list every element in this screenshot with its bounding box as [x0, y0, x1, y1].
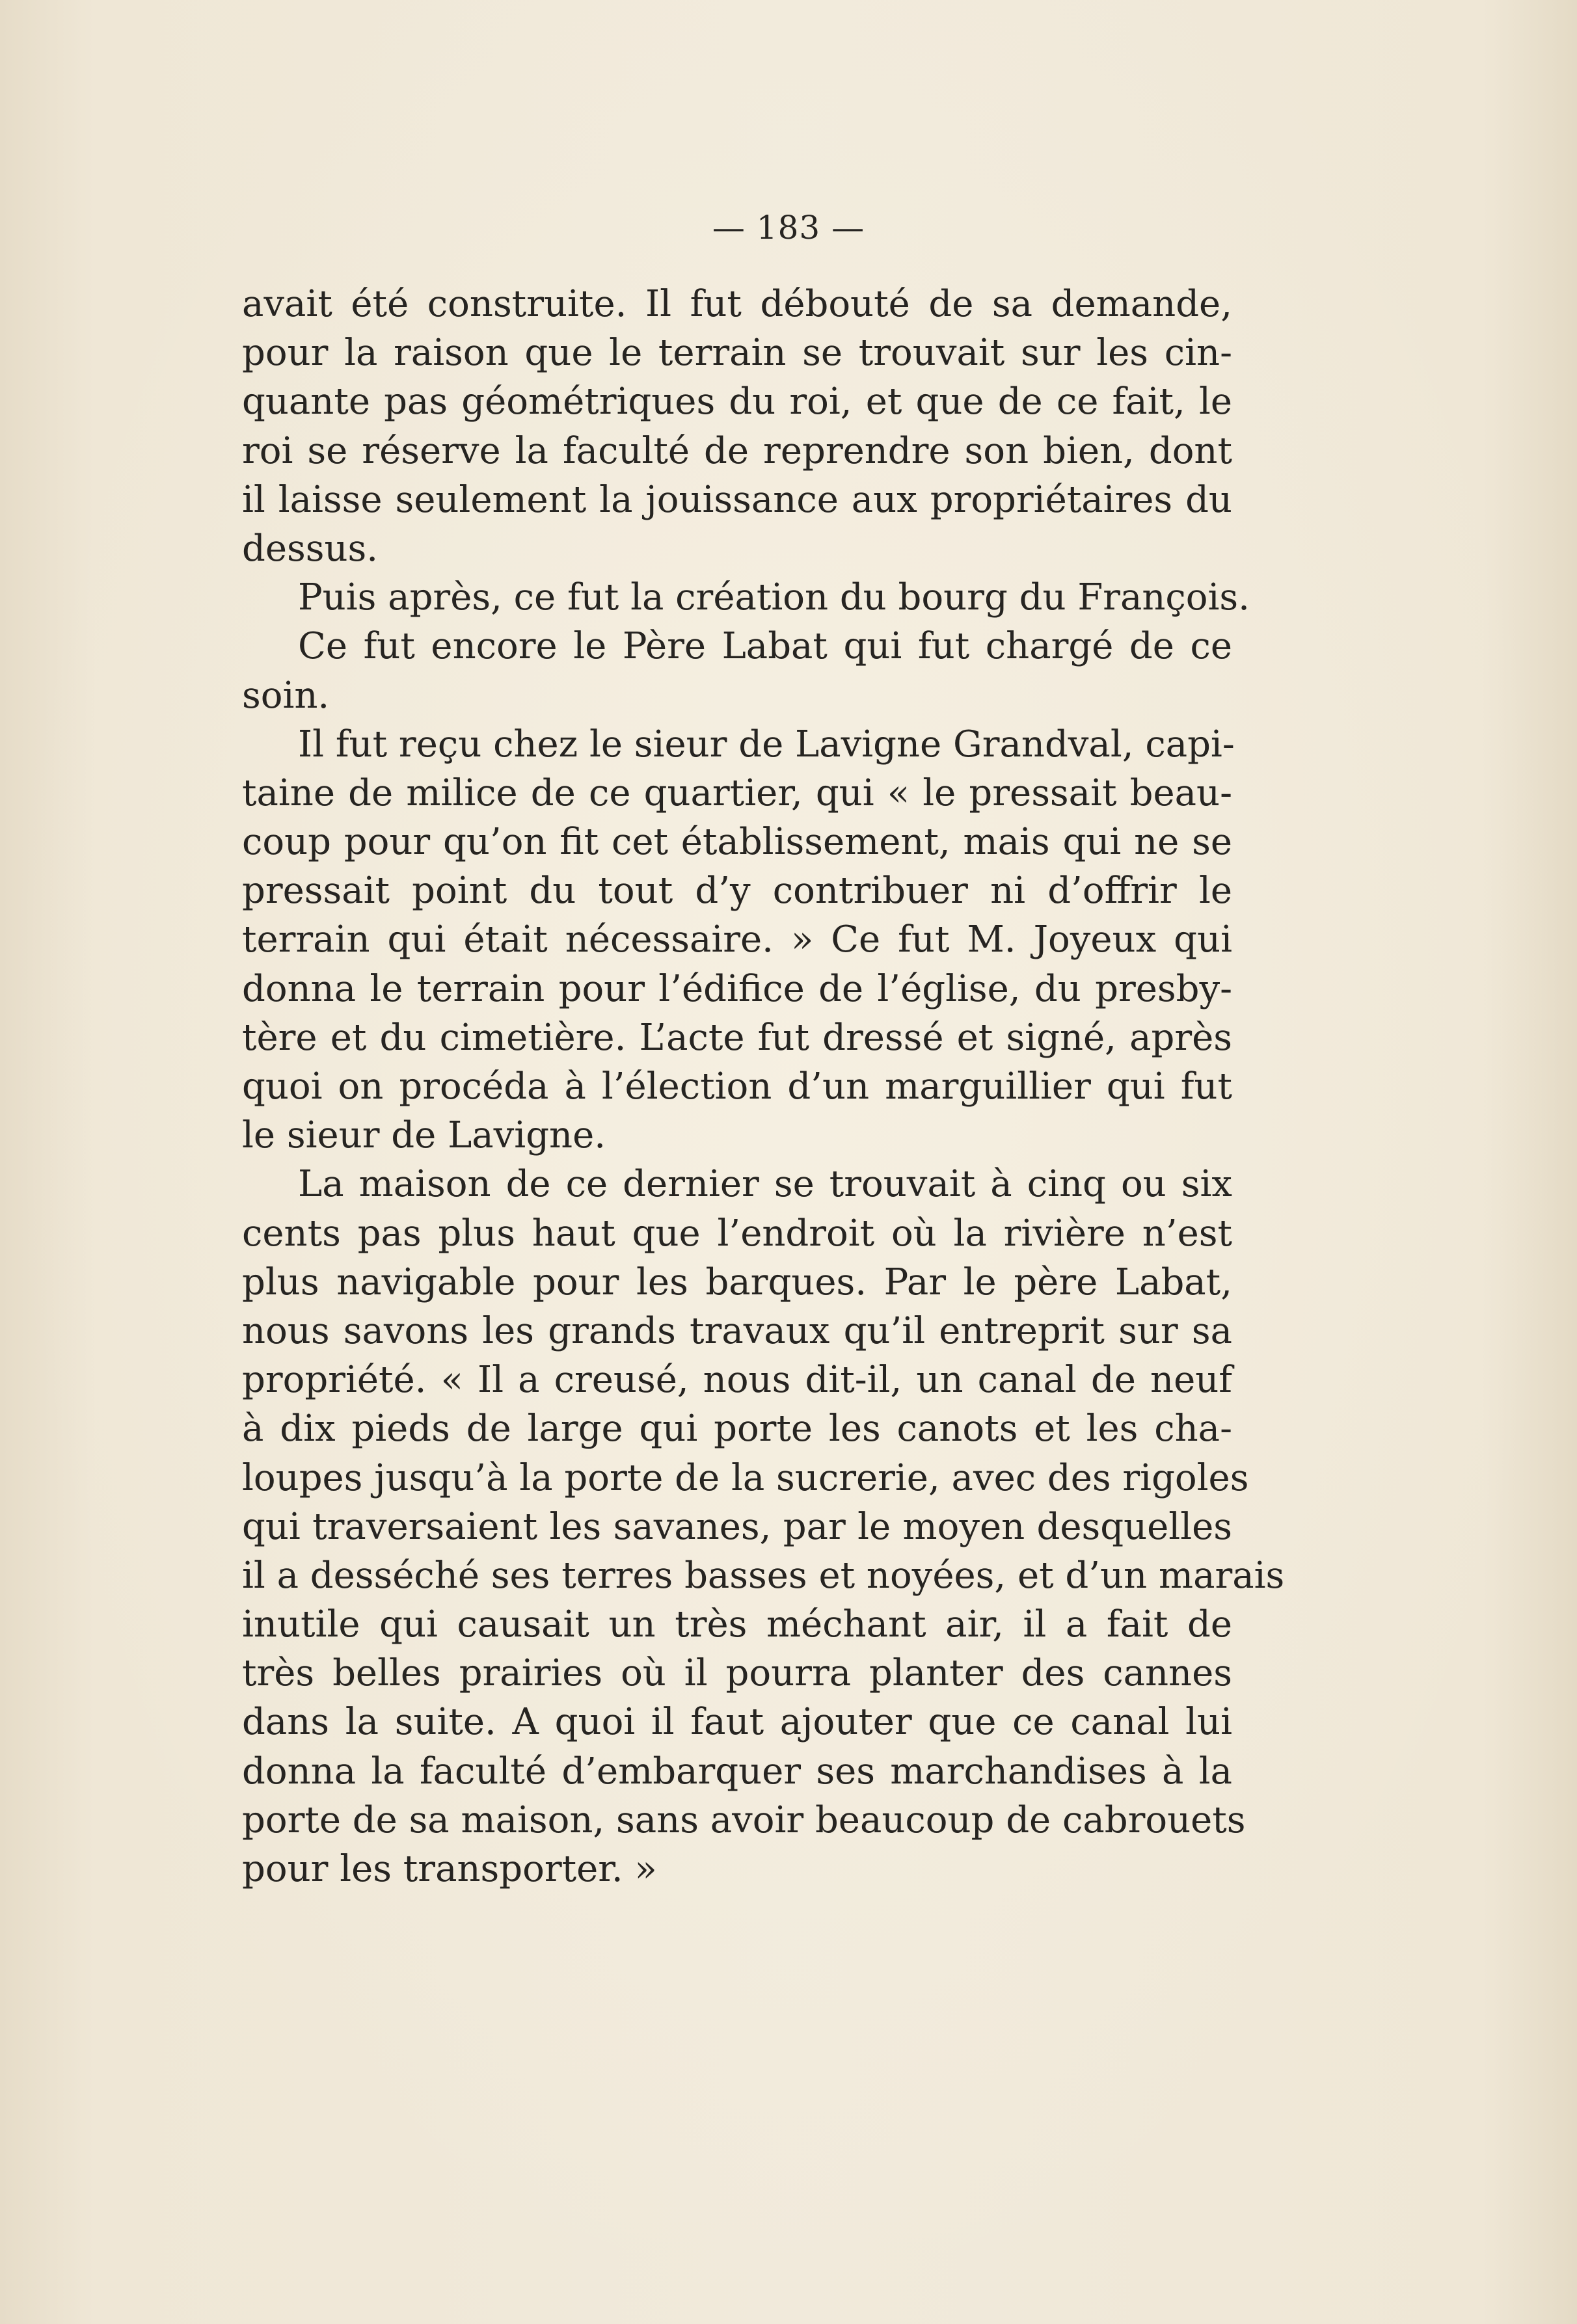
text-line: dessus. [242, 527, 379, 570]
text-line: plus navigable pour les barques. Par le père Labat, [242, 1261, 1232, 1303]
text-line: cents pas plus haut que l’endroit où la rivière n’est [242, 1212, 1232, 1255]
text-line: tère et du cimetière. L’acte fut dressé et signé, après [242, 1016, 1232, 1059]
text-line: avait été construite. Il fut débouté de sa demande, [242, 283, 1232, 325]
text-line: propriété. « Il a creusé, nous dit-il, un canal de neuf [242, 1359, 1232, 1402]
text-line: pressait point du tout d’y contribuer ni d’offrir le [242, 870, 1232, 913]
text-line: Puis après, ce fut la création du bourg du François. [298, 576, 1250, 619]
text-line: La maison de ce dernier se trouvait à cinq ou six [298, 1163, 1232, 1206]
text-line: nous savons les grands travaux qu’il entreprit sur sa [242, 1309, 1232, 1352]
text-line: pour la raison que le terrain se trouvait sur les cin- [242, 332, 1232, 375]
body-text [242, 280, 1285, 1893]
text-line: le sieur de Lavigne. [242, 1114, 606, 1157]
text-line: quante pas géométriques du roi, et que de ce fait, le [242, 381, 1232, 423]
text-line: il laisse seulement la jouissance aux propriétaires du [242, 478, 1232, 521]
text-line: qui traversaient les savanes, par le moyen desquelles [242, 1505, 1232, 1548]
page-number: — 183 — [712, 209, 865, 247]
text-line: roi se réserve la faculté de reprendre son bien, dont [242, 429, 1232, 472]
text-line: dans la suite. A quoi il faut ajouter que ce canal lui [242, 1701, 1232, 1744]
text-line: donna le terrain pour l’édifice de l’église, du presby- [242, 967, 1232, 1010]
text-line: très belles prairies où il pourra planter des cannes [242, 1652, 1232, 1695]
text-line: pour les transporter. » [242, 1848, 657, 1890]
text-line: loupes jusqu’à la porte de la sucrerie, avec des rigoles [242, 1456, 1249, 1499]
text-line: donna la faculté d’embarquer ses marchandises à la [242, 1750, 1232, 1793]
text-line: inutile qui causait un très méchant air, il a fait de [242, 1603, 1232, 1646]
text-line: quoi on procéda à l’élection d’un marguillier qui fut [242, 1065, 1232, 1108]
text-line: terrain qui était nécessaire. » Ce fut M. Joyeux qui [242, 918, 1232, 961]
text-line: Ce fut encore le Père Labat qui fut chargé de ce [298, 625, 1232, 668]
text-line: soin. [242, 674, 330, 717]
text-line: il a desséché ses terres basses et noyées, et d’un marais [242, 1554, 1285, 1597]
text-line: porte de sa maison, sans avoir beaucoup de cabrouets [242, 1798, 1246, 1841]
text-line: à dix pieds de large qui porte les canots et les cha- [242, 1408, 1232, 1450]
text-line: Il fut reçu chez le sieur de Lavigne Grandval, capi- [298, 723, 1235, 766]
text-line: coup pour qu’on fit cet établissement, mais qui ne se [242, 821, 1232, 864]
text-line: taine de milice de ce quartier, qui « le pressait beau- [242, 771, 1232, 814]
